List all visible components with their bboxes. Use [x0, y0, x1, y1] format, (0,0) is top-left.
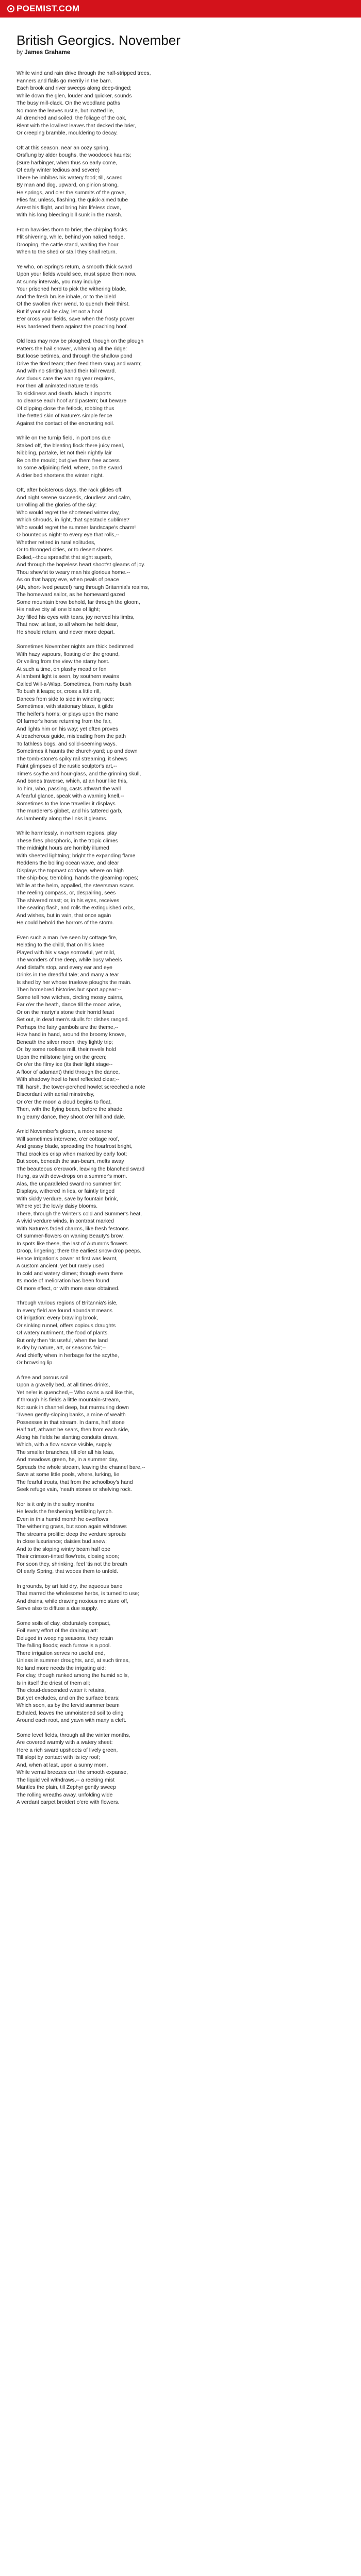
byline-prefix: by: [17, 49, 23, 56]
poem-title: British Georgics. November: [17, 32, 180, 48]
poem-author-link[interactable]: James Grahame: [24, 49, 71, 56]
poem-article: [17, 32, 344, 1814]
logo-text: POEMIST.COM: [17, 4, 80, 13]
poem-stanza: Through various regions of Britannia's isle, In every field are found abundant means Of irrigation: every brawling brook, Or sinking runnel, offers copious draughts Of watery nutriment, the food of plants. But only then 'tis useful, when the land Is dry by nature, art, or seasons fair;-- And chiefly when in herbage for the scythe, Or browsing lip.: [17, 1300, 119, 1366]
poem-stanza: Nor is it only in the sultry months He leads the freshening fertilizing lymph. Even in this humid month he overflows The withering grass, but soon again withdraws The streams prolific: deep the verdure sprouts In close luxuriance; daisies bud anew; And to the sloping wintry beam half ope Their crimson-tinted flow'rets, closing soon; For soon they, shrinking, feel 'tis not the breath Of early Spring, that wooes them to unfold.: [17, 1501, 127, 1574]
poem-stanza: While wind and rain drive through the half-stripped trees, Fanners and flails go merrily in the barn. Each brook and river sweeps along deep-tinged; While down the glen, louder and quicker, sounds The busy mill-clack. On the woodland paths No more the leaves rustle, but matted lie, All drenched and soiled; the foliage of the oak, Blent with the lowliest leaves that decked the brier, Or creeping bramble, mouldering to decay.: [17, 71, 151, 136]
poem-stanza: While on the turnip field, in portions due Staked off, the bleating flock there juicy meal, Nibbling, partake, let not their nightly lair Be on the mould; but give them free access To some adjoining field, where, on the sward, A drier bed shortens the winter night.: [17, 435, 124, 479]
site-header: [0, 0, 361, 18]
poem-stanza: Some level fields, through all the winter months, Are covered warmly with a watery sheet: Here a rich sward upshoots of lively green, Till slopt by contact with its icy roof; And, when at last, upon a sunny morn, While vernal breezes curl the smooth expanse, The liquid veil withdraws,-- a reeking mist Mantles the plain, till Zephyr gently sweep The rolling wreaths away, unfolding wide A verdant carpet broidert o'ere with flowers.: [17, 1732, 130, 1805]
poem-body: [17, 70, 344, 1807]
poem-stanza: Even such a man I've seen by cottage fire, Relating to the child, that on his knee Played with his visage sorrowful, yet mild, The wonders of the deep, while busy wheels And distaffs stop, and every ear and eye Drinks in the dreadful tale; and many a tear Is shed by her whose truelove ploughs the main. Then homebred histories but sport appear:-- Some tell how witches, circling mossy cairns, Far o'er the heath, dance till the moon arise, Or on the martyr's stone their horrid feast Set out, in dead men's skulls for dishes ranged. Perhaps the fairy gambols are the theme,-- How hand in hand, around the broomy knowe, Beneath the silver moon, they lightly trip; Or, by some roofless mill, their revels hold Upon the millstone lying on the green; Or o'er the filmy ice (its their light stage-- A floor of adamant) thrid through the dance, With shadowy heel to heel reflected clear;-- Till, harsh, the tower-perched howlet screeched a note Discordant with aerial minstrelsy, Or o'er the moon a cloud begins to float, Then, with the flying beam, before the shade, In gleamy dance, they shoot o'er hill and dale.: [17, 935, 145, 1120]
poem-byline: [17, 49, 344, 56]
site-logo[interactable]: [7, 4, 79, 14]
poem-stanza: Oft, after boisterous days, the rack glides off, And night serene succeeds, cloudless and calm, Unrolling all the glories of the sky: Who would regret the shortened winter day, Which shrouds, in light, that spectacle sublime? Who would regret the summer landscape's charm! O bounteous night! to every eye that rolls,-- Whether retired in rural solitudes, Or to thronged cities, or to desert shores Exiled,--thou spread'st that sight superb, And through the hopeless heart shoot'st gleams of joy. Thou shew'st to weary man his glorious home.-- As on that happy eve, when peals of peace (Ah, short-lived peace!) rang through Britannia's realms, The homeward sailor, as he homeward gazed Some mountain brow behold, far through the gloom, His native city all one blaze of light; Joy filled his eyes with tears, joy nerved his limbs, That now, at last, to all whom he held dear, He should return, and never more depart.: [17, 487, 150, 635]
poem-stanza: Old leas may now be ploughed, though on the plough Patters the hail shower, whitening all the ridge: But loose betimes, and through the shallow pond Drive the tired team; then feed them snug and warm; And with no stinting hand their toil reward. Assiduous care the waning year requires, For then all animated nature tends To sickliness and death. Much it imports To cleanse each hoof and pastern; but beware Of clipping close the fetlock, robbing thus The fretted skin of Nature's simple fence Against the contact of the encrusting soil.: [17, 338, 144, 427]
poemist-logo-icon: [7, 5, 14, 12]
poem-stanza: A free and porous soil Upon a gravelly bed, at all times drinks, Yet ne'er is quenched,-- Who owns a soil like this, If through his fields a little mountain-stream, Not sunk in channel deep, but murmuring down 'Tween gently-sloping banks, a mine of wealth Possesses in that stream. In dams, half stone Half turf, athwart he sears, then from each side, Along his fields he slanting conduits draws, Which, with a flow scarce visible, supply The smaller branches, till o'er all his leas, And meadows green, he, in a summer day, Spreads the whole stream, leaving the channel bare,-- Save at some little pools, where, lurking, lie The fearful trouts, that from the schoolboy's hand Seek refuge vain, 'neath stones or shelving rock.: [17, 1375, 145, 1493]
poem-stanza: Amid November's gloom, a more serene Will sometimes intervene, o'er cottage roof, And grassy blade, spreading the hoarfrost bright, That crackles crisp when marked by early foot; But soon, beneath the sun-beam, melts away The beauteous o'ercwork, leaving the blanched sward Hung, as with dew-drops on a summer's morn. Alas, the unparalleled sward no summer tint Displays, withered in lies, or faintly tinged With sickly verdure, save by fountain brink, Where yet the lowly daisy blooms. There, through the Winter's cold and Summer's heat, A vivid verdure winds, in contrast marked With Nature's faded charms, like fresh festoons Of summer-flowers on waning Beauty's brow. In spots like these, the last of Autumn's flowers Droop, lingering; there the earliest snow-drop peeps. Hence Irrigation's power at first was learnt, A custom ancient, yet but rarely used In cold and watery climes; though even there Its mode of melioration has been found Of more effect, or with more ease obtained.: [17, 1129, 145, 1292]
poem-stanza: In grounds, by art laid dry, the aqueous bane That marred the wholesome herbs, is turned to use; And drains, while drawing noxious moisture off, Serve also to diffuse a due supply.: [17, 1583, 139, 1612]
poem-stanza: Sometimes November nights are thick bedimmed With hazy vapours, floating o'er the ground, Or veiling from the view the starry host. At such a time, on plashy mead or fen A lambent light is seen, by southern swains Called Will-a-Wisp. Sometimes, from rushy bush To bush it leaps; or, cross a little rill, Dances from side to side in winding race; Sometimes, with stationary blaze, it gilds The heifer's horns; or plays upon the mane Of farmer's horse returning from the fair, And lights him on his way; yet often proves A treacherous guide, misleading from the path To fathless bogs, and solid-seeming ways. Sometimes it haunts the church-yard; up and down The tomb-stone's spiky rail streaming, it shews Faint glimpses of the rustic sculptor's art,-- Time's scythe and hour-glass, and the grinning skull, And bones traverse, which, at an hour like this, To him, who, passing, casts athwart the wall A fearful glance, speak with a warning knell,-- Sometimes to the lone traveller it displays The murderer's gibbet, and his tattered garb, As lambently along the links it gleams.: [17, 644, 141, 822]
poem-stanza: Ye who, on Spring's return, a smooth thick sward Upon your fields would see, must spare them now. At sunny intervals, you may indulge Your prisoned herd to pick the withering blade, And the fresh bruise inhale, or to the bield Of the swollen river wend, to quench their thirst. But if your soil be clay, let not a hoof E'er cross your fields, save when the frosty power Has hardened them against the poaching hoof.: [17, 264, 137, 330]
poem-stanza: From hawkies thorn to brier, the chirping flocks Flit shivering, while, behind yon naked hedge, Drooping, the cattle stand, waiting the hour When to the shed or stall they shall return.: [17, 227, 127, 255]
poem-stanza: While harmlessly, in northern regions, play These fires phosphoric, in the tropic climes The midnight hours are horribly illumed With sheeted lightning; bright the expanding flame Reddens the boiling ocean wave, and clear Displays the topmast cordage, where on high The ship-boy, trembling, hands the gleaming ropes; While at the helm, appalled, the steersman scans The reeling compass, or, despairing, sees The shivered mast; or, in his eyes, receives The searing flash, and rolls the extinguished orbs, And wishes, but in vain, that once again He could behold the horrors of the storm.: [17, 831, 139, 926]
poem-stanza: Oft at this season, near an oozy spring, Orsflung by alder boughs, the woodcock haunts; (Sure harbinger, when thus so early come, Of early winter tedious and severe) There he imbibes his watery food; till, scared By man and dog, upward, on pinion strong, He springs, and o'er the summits of the grove, Flies far, unless, flashing, the quick-aimed tube Arrest his flight, and bring him lifeless down, With his long bleeding bill sunk in the marsh.: [17, 145, 132, 218]
poem-stanza: Some soils of clay, obdurately compact, Foil every effort of the draining art: Deluged in weeping seasons, they retain The falling floods; each furrow is a pool. There irrigation serves no useful end, Unless in summer droughts, and, at such times, No land more needs the irrigating aid: For clay, though ranked among the humid soils, Is in itself the driest of them all; The cloud-descended water it retains, But yet excludes, and on the surface bears; Which soon, as by the fervid summer beam Exhaled, leaves the unmoistened soil to cling Around each root, and yawn with many a cleft.: [17, 1620, 130, 1723]
